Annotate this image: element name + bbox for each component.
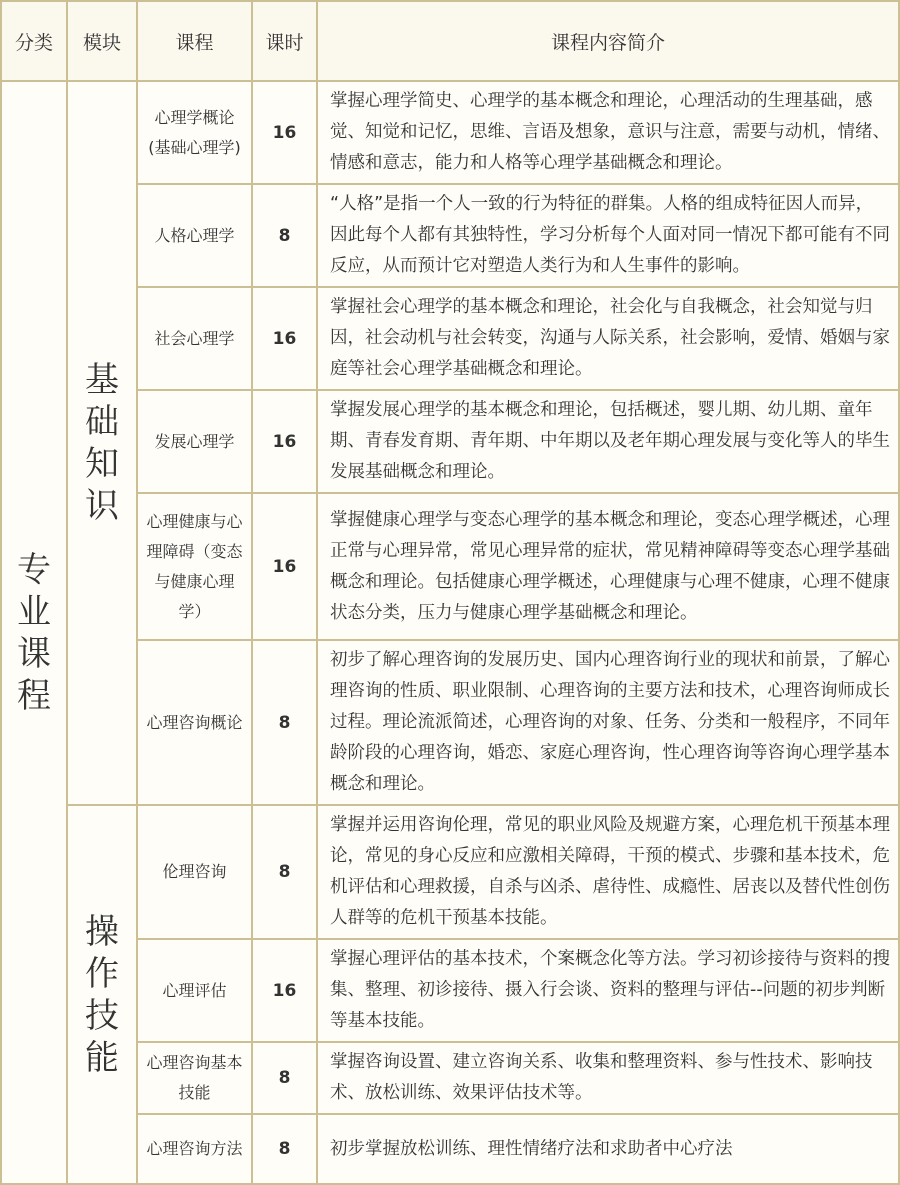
course-name: 社会心理学 bbox=[137, 287, 252, 390]
module-cell bbox=[67, 81, 137, 805]
course-hours: 16 bbox=[252, 939, 317, 1042]
course-hours: 8 bbox=[252, 640, 317, 805]
course-desc: 掌握咨询设置、建立咨询关系、收集和整理资料、参与性技术、影响技术、放松训练、效果评估技术等。 bbox=[317, 1042, 899, 1114]
course-name: 伦理咨询 bbox=[137, 805, 252, 939]
course-name: 心理咨询方法 bbox=[137, 1114, 252, 1184]
category-cell bbox=[1, 81, 67, 1184]
course-name: 发展心理学 bbox=[137, 390, 252, 493]
header-row bbox=[1, 1, 899, 81]
header-module: 模块 bbox=[67, 1, 137, 81]
course-desc: 掌握并运用咨询伦理，常见的职业风险及规避方案，心理危机干预基本理论，常见的身心反应和应激相关障碍，干预的模式、步骤和基本技术，危机评估和心理救援，自杀与凶杀、虐待性、成瘾性、居丧以及替代性创伤人群等的危机干预基本技能。 bbox=[317, 805, 899, 939]
course-desc: 掌握心理评估的基本技术，个案概念化等方法。学习初诊接待与资料的搜集、整理、初诊接待、摄入行会谈、资料的整理与评估--问题的初步判断等基本技能。 bbox=[317, 939, 899, 1042]
course-desc: 掌握社会心理学的基本概念和理论，社会化与自我概念，社会知觉与归因，社会动机与社会转变，沟通与人际关系，社会影响，爱情、婚姻与家庭等社会心理学基础概念和理论。 bbox=[317, 287, 899, 390]
course-name: 心理咨询基本技能 bbox=[137, 1042, 252, 1114]
header-course: 课程 bbox=[137, 1, 252, 81]
course-desc: 掌握健康心理学与变态心理学的基本概念和理论，变态心理学概述，心理正常与心理异常，常见心理异常的症状，常见精神障碍等变态心理学基础概念和理论。包括健康心理学概述，心理健康与心理不健康，心理不健康状态分类，压力与健康心理学基础概念和理论。 bbox=[317, 493, 899, 640]
course-hours: 16 bbox=[252, 493, 317, 640]
course-desc: 初步掌握放松训练、理性情绪疗法和求助者中心疗法 bbox=[317, 1114, 899, 1184]
course-hours: 16 bbox=[252, 390, 317, 493]
course-hours: 16 bbox=[252, 287, 317, 390]
course-hours: 16 bbox=[252, 81, 317, 184]
course-name: 人格心理学 bbox=[137, 184, 252, 287]
course-name: 心理咨询概论 bbox=[137, 640, 252, 805]
course-name: 心理健康与心理障碍（变态与健康心理学） bbox=[137, 493, 252, 640]
course-hours: 8 bbox=[252, 805, 317, 939]
module-cell bbox=[67, 805, 137, 1184]
header-content: 课程内容简介 bbox=[317, 1, 899, 81]
table-row bbox=[1, 81, 899, 184]
category-label: 专业课程 bbox=[17, 549, 51, 716]
module-label: 基础知识 bbox=[85, 360, 119, 526]
course-hours: 8 bbox=[252, 1042, 317, 1114]
course-desc: “人格”是指一个人一致的行为特征的群集。人格的组成特征因人而异，因此每个人都有其独特性，学习分析每个人面对同一情况下都可能有不同反应，从而预计它对塑造人类行为和人生事件的影响。 bbox=[317, 184, 899, 287]
header-hours: 课时 bbox=[252, 1, 317, 81]
course-name: 心理学概论(基础心理学) bbox=[137, 81, 252, 184]
table-row bbox=[1, 805, 899, 939]
module-label: 操作技能 bbox=[85, 911, 119, 1078]
course-desc: 掌握发展心理学的基本概念和理论，包括概述，婴儿期、幼儿期、童年期、青春发育期、青年期、中年期以及老年期心理发展与变化等人的毕生发展基础概念和理论。 bbox=[317, 390, 899, 493]
course-name: 心理评估 bbox=[137, 939, 252, 1042]
course-hours: 8 bbox=[252, 1114, 317, 1184]
header-category: 分类 bbox=[1, 1, 67, 81]
course-hours: 8 bbox=[252, 184, 317, 287]
course-desc: 初步了解心理咨询的发展历史、国内心理咨询行业的现状和前景，了解心理咨询的性质、职业限制、心理咨询的主要方法和技术，心理咨询师成长过程。理论流派简述，心理咨询的对象、任务、分类和一般程序，不同年龄阶段的心理咨询，婚恋、家庭心理咨询，性心理咨询等咨询心理学基本概念和理论。 bbox=[317, 640, 899, 805]
course-desc: 掌握心理学简史、心理学的基本概念和理论，心理活动的生理基础，感觉、知觉和记忆，思维、言语及想象，意识与注意，需要与动机，情绪、情感和意志，能力和人格等心理学基础概念和理论。 bbox=[317, 81, 899, 184]
